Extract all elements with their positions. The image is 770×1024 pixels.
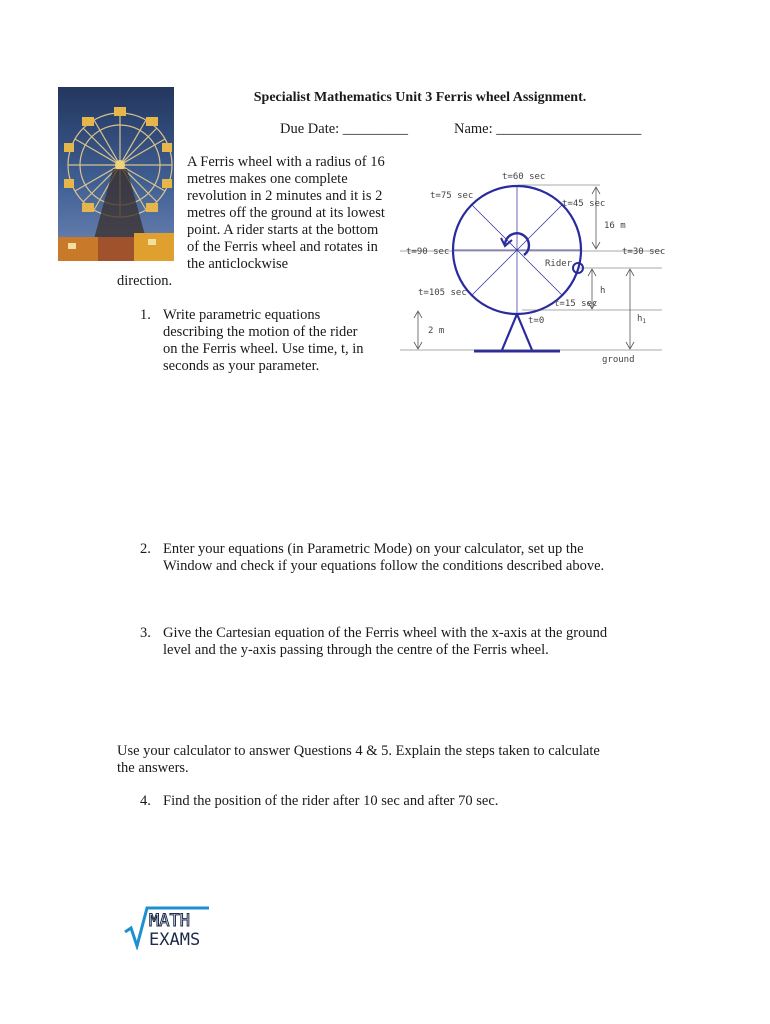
label-t60: t=60 sec <box>502 172 546 182</box>
label-t105: t=105 sec <box>418 288 467 298</box>
question-3: 3. Give the Cartesian equation of the Ferris wheel with the x-axis at the ground level and the y-axis passing through the centre of the Ferris wheel. <box>140 625 608 658</box>
label-rider: Rider <box>545 259 573 269</box>
due-date-field: Due Date: _________ <box>280 121 409 137</box>
question-4: 4. Find the position of the rider after 10 sec and after 70 sec. <box>140 793 499 809</box>
ferris-wheel-diagram <box>400 160 670 370</box>
math-exams-logo <box>123 906 213 950</box>
question-2: 2. Enter your equations (in Parametric Mode) on your calculator, set up the Window and check if your equations follow the conditions described above. <box>140 541 605 574</box>
label-t75: t=75 sec <box>430 191 474 201</box>
label-h1: $h_1$ <box>637 314 647 325</box>
label-t0: t=0 <box>528 316 545 326</box>
label-h: h <box>600 286 606 296</box>
ferris-wheel-photo <box>58 87 174 261</box>
label-2m: 2 m <box>428 326 445 336</box>
label-t90: t=90 sec <box>406 247 450 257</box>
svg-text:MATH: MATH <box>149 911 190 931</box>
label-t45: t=45 sec <box>562 199 606 209</box>
label-ground: ground <box>602 355 635 365</box>
label-16m: 16 m <box>604 221 626 231</box>
label-t30: t=30 sec <box>622 247 666 257</box>
page-title: Specialist Mathematics Unit 3 Ferris wheel Assignment. <box>253 90 587 105</box>
question-1: 1. Write parametric equations describing the motion of the rider on the Ferris wheel. Use time, t, in seconds as your parameter. <box>140 307 364 374</box>
intro-continuation: direction. <box>117 273 173 289</box>
svg-text:EXAMS: EXAMS <box>149 930 201 950</box>
name-field: Name: ____________________ <box>454 121 642 137</box>
intro-paragraph: A Ferris wheel with a radius of 16 metres makes one complete revolution in 2 minutes and it is 2 metres off the ground at its lowest point. A rider starts at the bottom of the Ferris wheel and rotates in the anticlockwise <box>187 154 385 272</box>
label-t15: t=15 sec <box>554 299 598 309</box>
calculator-note: Use your calculator to answer Questions 4 & 5. Explain the steps taken to calculate the answers. <box>117 743 600 776</box>
